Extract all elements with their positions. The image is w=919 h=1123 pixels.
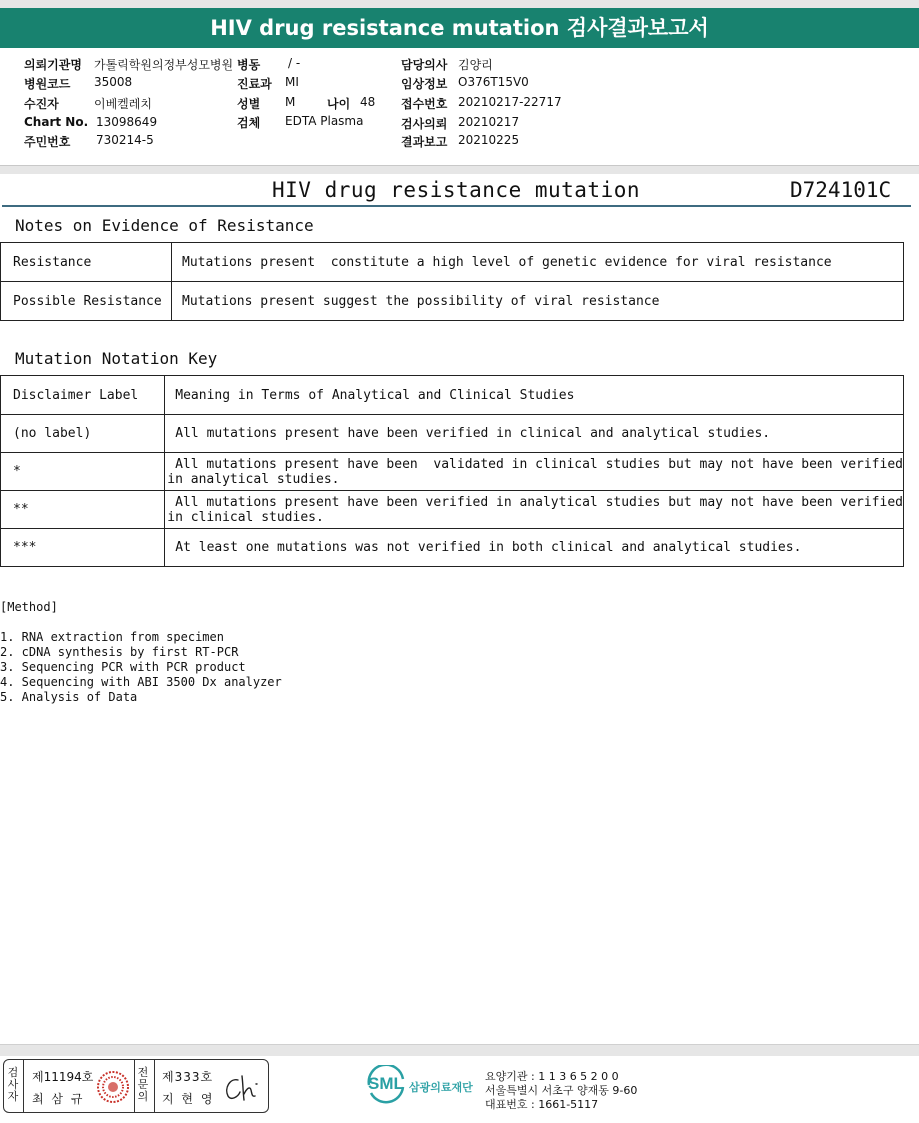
key-heading: Mutation Notation Key [15, 349, 218, 368]
test-title: HIV drug resistance mutation [272, 178, 641, 202]
patient-label: 수진자 [24, 97, 59, 111]
specialist-license: 제333호 [162, 1070, 214, 1084]
method-step: 5. Analysis of Data [0, 690, 138, 704]
sex-value: M [285, 95, 296, 109]
ward-value: / - [288, 56, 301, 70]
notes-text: Mutations present suggest the possibility of viral resistance [172, 282, 904, 321]
report-title: HIV drug resistance mutation 검사결과보고서 [210, 16, 709, 40]
hospital-code-label: 병원코드 [24, 77, 71, 91]
patient-value: 이베켈레치 [94, 97, 152, 111]
method-heading: [Method] [0, 600, 58, 614]
specimen-value: EDTA Plasma [285, 114, 364, 128]
request-label: 검사의뢰 [401, 117, 448, 131]
dept-value: MI [285, 75, 299, 89]
method-step: 3. Sequencing PCR with PCR product [0, 660, 246, 674]
table-row [1, 415, 904, 453]
section-separator [0, 166, 919, 174]
examiner-license: 제11194호 [32, 1070, 94, 1084]
specialist-signature-icon [222, 1070, 262, 1104]
examiner-seal-icon [96, 1070, 130, 1104]
test-code: D724101C [790, 178, 892, 202]
divider [23, 1060, 24, 1112]
key-label: Disclaimer Label [1, 376, 165, 415]
notes-label: Resistance [1, 243, 172, 282]
footer-separator [0, 1044, 919, 1056]
key-label: ** [1, 491, 165, 529]
org-phone: 대표번호 : 1661-5117 [485, 1098, 599, 1111]
ward-label: 병동 [237, 58, 261, 72]
org-name: 삼광의료재단 [409, 1081, 473, 1094]
sex-label: 성별 [237, 97, 261, 111]
key-label: (no label) [1, 415, 165, 453]
table-row [1, 243, 904, 282]
key-text: All mutations present have been verified in clinical and analytical studies. [165, 415, 904, 453]
logo-text: SML [368, 1074, 404, 1093]
examiner-name: 최 삼 규 [32, 1092, 85, 1106]
table-row [1, 376, 904, 415]
hospital-code-value: 35008 [94, 75, 133, 89]
id-value: 730214-5 [96, 133, 154, 147]
institution-label: 의뢰기관명 [24, 58, 82, 72]
key-text: At least one mutations was not verified in both clinical and analytical studies. [165, 529, 904, 567]
specimen-label: 검체 [237, 116, 261, 130]
key-label: *** [1, 529, 165, 567]
clinical-info-value: O376T15V0 [458, 75, 529, 89]
age-label: 나이 [327, 97, 351, 111]
table-row [1, 491, 904, 529]
key-text: All mutations present have been verified in analytical studies but may not have been verified in clinical studies. [165, 491, 904, 529]
notes-label: Possible Resistance [1, 282, 172, 321]
specialist-name: 지 현 영 [162, 1092, 215, 1106]
table-row [1, 282, 904, 321]
report-date: 20210225 [458, 133, 520, 147]
receipt-label: 접수번호 [401, 97, 448, 111]
signature-box [3, 1059, 269, 1113]
receipt-value: 20210217-22717 [458, 95, 562, 109]
org-code: 요양기관 : 1 1 3 6 5 2 0 0 [485, 1070, 619, 1083]
notes-text: Mutations present constitute a high level of genetic evidence for viral resistance [172, 243, 904, 282]
divider [134, 1060, 135, 1112]
specialist-label: 전문의 [137, 1066, 149, 1103]
doctor-value: 김양리 [458, 58, 493, 72]
institution-value: 가톨릭학원의정부성모병원 [94, 58, 234, 72]
patient-info-header [0, 48, 919, 166]
table-row [1, 453, 904, 491]
report-label: 결과보고 [401, 135, 448, 149]
key-text: All mutations present have been validated in clinical studies but may not have been verified in analytical studies. [165, 453, 904, 491]
method-step: 2. cDNA synthesis by first RT-PCR [0, 645, 239, 659]
table-row [1, 529, 904, 567]
id-label: 주민번호 [24, 135, 71, 149]
method-step: 4. Sequencing with ABI 3500 Dx analyzer [0, 675, 282, 689]
chart-value: 13098649 [96, 115, 158, 129]
examiner-label: 검사자 [7, 1066, 19, 1103]
method-step: 1. RNA extraction from specimen [0, 630, 224, 644]
notes-table [0, 242, 904, 321]
key-text: Meaning in Terms of Analytical and Clinical Studies [165, 376, 904, 415]
doctor-label: 담당의사 [401, 58, 448, 72]
age-value: 48 [360, 95, 376, 109]
notes-heading: Notes on Evidence of Resistance [15, 216, 314, 235]
chart-label: Chart No. [24, 115, 89, 129]
clinical-info-label: 임상정보 [401, 77, 448, 91]
key-label: * [1, 453, 165, 491]
request-date: 20210217 [458, 115, 520, 129]
title-underline [2, 205, 911, 207]
report-title-bar [0, 8, 919, 48]
notation-key-table [0, 375, 904, 567]
top-margin [0, 0, 919, 8]
dept-label: 진료과 [237, 77, 272, 91]
divider [154, 1060, 155, 1112]
org-address: 서울특별시 서초구 양재동 9-60 [485, 1084, 638, 1097]
